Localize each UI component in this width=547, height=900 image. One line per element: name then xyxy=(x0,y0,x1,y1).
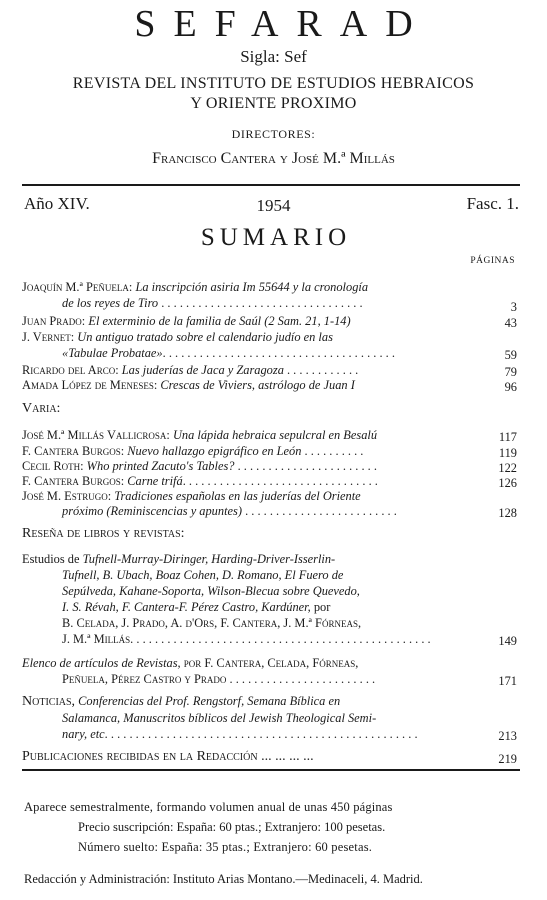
article-title: Crescas de Viviers, astrólogo de Juan I xyxy=(160,378,355,392)
article-1-page: 3 xyxy=(510,300,517,314)
elenco-line-1 xyxy=(22,656,358,671)
article-author: Joaquín M.ª Peñuela: xyxy=(22,280,133,294)
resena-page: 149 xyxy=(498,634,517,648)
dot-leader: . . . . . . . . . . . . . . . . . . . . . . . . . xyxy=(241,504,397,518)
noticias-text: Conferencias del Prof. Rengstorf, Semana Bíblica en xyxy=(78,694,341,708)
paginas-label: PÁGINAS xyxy=(470,256,515,266)
top-rule xyxy=(22,184,520,186)
varia-title: Tradiciones españolas en las juderías del Oriente xyxy=(114,489,361,503)
resena-line-1 xyxy=(22,552,335,567)
footer-line-2: Precio suscripción: España: 60 ptas.; Extranjero: 100 pesetas. xyxy=(78,820,386,834)
revista-line-1: REVISTA DEL INSTITUTO DE ESTUDIOS HEBRAICOS xyxy=(72,75,475,92)
resena-names: I. S. Révah, F. Cantera-F. Pérez Castro, Kardúner, xyxy=(62,600,311,614)
varia-item-5-line-1 xyxy=(22,489,361,504)
varia-author: F. Cantera Burgos: xyxy=(22,474,125,488)
article-author: Juan Prado: xyxy=(22,314,86,328)
varia-item-5-page: 128 xyxy=(498,506,517,520)
footer-line-3: Número suelto: España: 35 ptas.; Extranjero: 60 pesetas. xyxy=(78,840,373,854)
elenco-authors-cont: Peñuela, Pérez Castro y Prado xyxy=(62,672,227,686)
varia-title-cont: próximo (Reminiscencias y apuntes) xyxy=(62,504,242,518)
revista-line-2: Y ORIENTE PROXIMO xyxy=(190,95,357,112)
elenco-authors: por F. Cantera, Celada, Fórneas, xyxy=(180,656,359,670)
varia-author: Cecil Roth: xyxy=(22,459,84,473)
journal-title: SEFARAD xyxy=(134,3,431,45)
article-1-line-1 xyxy=(22,280,368,295)
varia-item-4-page: 126 xyxy=(498,476,517,490)
resena-reviewer: J. M.ª Millás xyxy=(62,632,131,646)
article-title: El exterminio de la familia de Saúl (2 Sam. 21, 1-14) xyxy=(88,314,351,328)
noticias-page: 213 xyxy=(498,729,517,743)
noticias-text-cont: nary, etc xyxy=(62,727,105,741)
dot-leader: . . . . . . . . . . . . . . . . . . . . . . . . xyxy=(226,672,376,686)
article-author: J. Vernet: xyxy=(22,330,75,344)
varia-title: Carne trifá xyxy=(127,474,183,488)
dot-leader: . . . . . . . . . . . . . . . . . . . . . . . . . . . . . . . . . . . . . . . . . . . . . . . . . xyxy=(130,632,431,646)
resena-por: por xyxy=(310,600,331,614)
dot-leader: . . . . . . . . . . . . . . . . . . . . . . . . . . . . . . . . xyxy=(182,474,378,488)
article-title: Un antiguo tratado sobre el calendario judío en las xyxy=(77,330,333,344)
article-author: Amada López de Meneses: xyxy=(22,378,158,392)
article-2-line-1 xyxy=(22,314,351,329)
issue-date: 1954 xyxy=(256,196,291,215)
elenco-title: Elenco de artículos de Revistas, xyxy=(22,656,181,670)
article-title-cont: de los reyes de Tiro xyxy=(62,296,159,310)
article-3-page: 59 xyxy=(504,348,517,362)
varia-author: José M.ª Millás Vallicrosa: xyxy=(22,428,170,442)
dot-leader: ... ... ... ... xyxy=(257,749,314,764)
dot-leader: . . . . . . . . . . xyxy=(301,444,364,458)
issue-fascicle: Fasc. 1. xyxy=(466,194,519,213)
noticias-line-2: Salamanca, Manuscritos bíblicos del Jewish Theological Semi- xyxy=(62,711,377,725)
dot-leader: . . . . . . . . . . . . . . . . . . . . . . . . . . . . . . . . . . . . . . xyxy=(162,346,395,360)
article-title-cont: «Tabulae Probatae» xyxy=(62,346,163,360)
directores-label: DIRECTORES: xyxy=(231,127,316,141)
publicaciones-line xyxy=(22,749,314,765)
article-2-page: 43 xyxy=(504,316,517,330)
elenco-page: 171 xyxy=(498,674,517,688)
article-4-page: 79 xyxy=(504,365,517,379)
dot-leader: . . . . . . . . . . . . . . . . . . . . . . . . . . . . . . . . . . . . . . . . . . . . . . . . . . . xyxy=(104,727,418,741)
varia-title: Una lápida hebraica sepulcral en Besalú xyxy=(172,428,378,442)
varia-item-2 xyxy=(22,444,363,459)
publicaciones-page: 219 xyxy=(498,752,517,766)
article-3-line-2 xyxy=(62,346,395,361)
resena-line-2: Tufnell, B. Ubach, Boaz Cohen, D. Romano, El Fuero de xyxy=(62,568,344,582)
varia-item-1-page: 117 xyxy=(498,430,517,444)
resena-names: Tufnell-Murray-Diringer, Harding-Driver-Isserlin- xyxy=(82,552,336,566)
varia-heading: Varia: xyxy=(22,401,61,416)
varia-item-5-line-2 xyxy=(62,504,397,519)
resena-line-5: B. Celada, J. Prado, A. d'Ors, F. Cantera, J. M.ª Fórneas, xyxy=(62,616,362,630)
resena-heading: Reseña de libros y revistas: xyxy=(22,526,185,541)
directores-names: Francisco Cantera y José M.ª Millás xyxy=(152,150,395,167)
article-5-page: 96 xyxy=(504,380,517,394)
bottom-rule xyxy=(22,769,520,771)
varia-author: F. Cantera Burgos: xyxy=(22,444,125,458)
sigla: Sigla: Sef xyxy=(240,47,307,66)
varia-author: José M. Estrugo: xyxy=(22,489,112,503)
resena-line-4 xyxy=(62,600,330,615)
article-title: La inscripción asiria Im 55644 y la cronología xyxy=(135,280,369,294)
dot-leader: . . . . . . . . . . . . . . . . . . . . . . . . . . . . . . . . . xyxy=(158,296,363,310)
varia-title: Who printed Zacuto's Tables? xyxy=(86,459,235,473)
footer-line-1: Aparece semestralmente, formando volumen anual de unas 450 páginas xyxy=(24,800,393,814)
varia-item-4 xyxy=(22,474,378,489)
publicaciones-heading: Publicaciones recibidas en la Redacción xyxy=(22,749,258,764)
noticias-line-3 xyxy=(62,727,418,742)
sumario-heading: SUMARIO xyxy=(200,224,352,251)
varia-item-3-page: 122 xyxy=(498,461,517,475)
varia-item-3 xyxy=(22,459,377,474)
footer-line-4: Redacción y Administración: Instituto Arias Montano.—Medinaceli, 4. Madrid. xyxy=(24,872,423,886)
resena-line-3: Sepúlveda, Kahane-Soporta, Wilson-Blecua sobre Quevedo, xyxy=(62,584,360,598)
issue-year: Año XIV. xyxy=(24,194,90,213)
article-5-line-1 xyxy=(22,378,355,393)
noticias-line-1 xyxy=(22,694,340,710)
article-1-line-2 xyxy=(62,296,363,311)
dot-leader: . . . . . . . . . . . . . . . . . . . . . . . xyxy=(234,459,377,473)
varia-title: Nuevo hallazgo epigráfico en León xyxy=(127,444,302,458)
elenco-line-2 xyxy=(62,672,375,687)
noticias-heading: Noticias, xyxy=(22,694,76,709)
resena-lead: Estudios de xyxy=(22,552,83,566)
article-author: Ricardo del Arco: xyxy=(22,363,119,377)
article-4-line-1 xyxy=(22,363,358,378)
varia-item-1 xyxy=(22,428,377,443)
dot-leader: . . . . . . . . . . . . xyxy=(283,363,359,377)
resena-line-6 xyxy=(62,632,431,647)
article-title: Las juderías de Jaca y Zaragoza xyxy=(121,363,284,377)
varia-item-2-page: 119 xyxy=(498,446,517,460)
article-3-line-1 xyxy=(22,330,333,345)
